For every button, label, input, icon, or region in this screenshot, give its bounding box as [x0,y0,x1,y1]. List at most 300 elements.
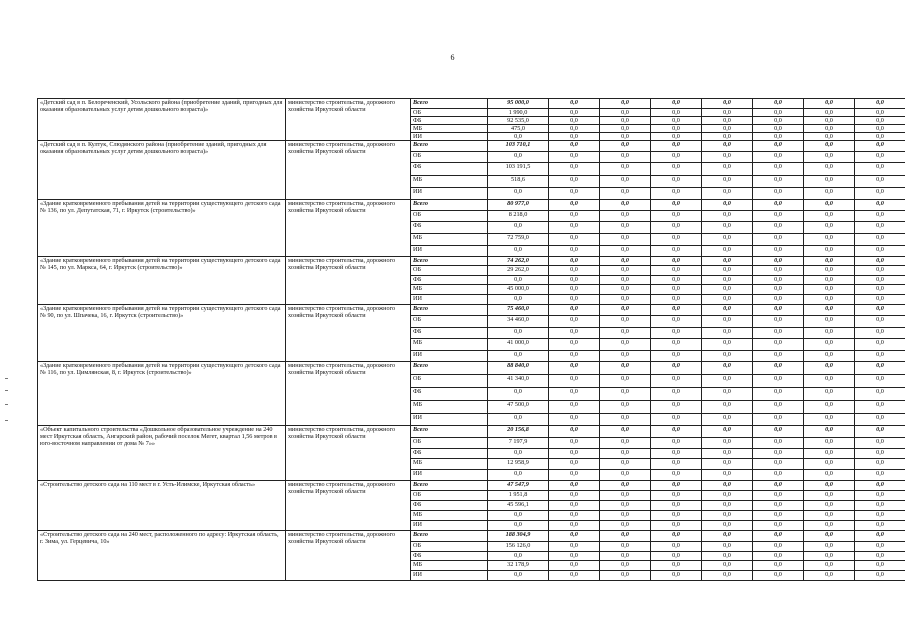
amount-year-4: 0,0 [702,401,753,414]
amount-year-5: 0,0 [753,362,804,375]
amount-year-6: 0,0 [804,316,855,328]
amount-year-6: 0,0 [804,141,855,152]
amount-year-1: 0,0 [549,117,600,125]
amount-year-4: 0,0 [702,200,753,211]
amount-year-5: 0,0 [753,141,804,152]
amount-year-1: 0,0 [549,152,600,163]
amount-year-3: 0,0 [651,316,702,328]
responsible-executor: министерство строительства, дорожного хозяйства Иркутской области [286,426,411,481]
amount-year-4: 0,0 [702,339,753,351]
project-name: «Строительство детского сада на 110 мест в г. Усть-Илимске, Иркутская область» [38,481,286,531]
amount-year-3: 0,0 [651,351,702,362]
amount-year-4: 0,0 [702,426,753,438]
amount-year-4: 0,0 [702,531,753,542]
amount-year-5: 0,0 [753,295,804,305]
funding-source: ИИ [411,188,488,200]
amount-year-7: 0,0 [855,117,905,125]
amount-year-3: 0,0 [651,285,702,295]
amount-year-5: 0,0 [753,285,804,295]
amount-year-6: 0,0 [804,459,855,470]
amount-total: 103 710,1 [488,141,549,152]
amount-year-3: 0,0 [651,571,702,581]
amount-year-4: 0,0 [702,561,753,571]
amount-year-4: 0,0 [702,459,753,470]
amount-year-4: 0,0 [702,521,753,531]
amount-year-3: 0,0 [651,211,702,222]
amount-year-4: 0,0 [702,481,753,491]
amount-total: 0,0 [488,246,549,257]
amount-year-2: 0,0 [600,351,651,362]
amount-year-6: 0,0 [804,276,855,285]
amount-year-3: 0,0 [651,531,702,542]
funding-source: Всего [411,305,488,316]
amount-year-1: 0,0 [549,561,600,571]
amount-year-3: 0,0 [651,388,702,401]
amount-year-7: 0,0 [855,481,905,491]
amount-year-2: 0,0 [600,470,651,481]
amount-year-1: 0,0 [549,234,600,246]
funding-source: ОБ [411,152,488,163]
amount-total: 188 304,9 [488,531,549,542]
amount-year-7: 0,0 [855,531,905,542]
amount-year-2: 0,0 [600,561,651,571]
funding-source: ОБ [411,211,488,222]
amount-year-3: 0,0 [651,438,702,449]
amount-year-4: 0,0 [702,362,753,375]
amount-total: 45 000,0 [488,285,549,295]
table-row [38,99,905,109]
margin-mark [5,404,8,405]
amount-total: 0,0 [488,414,549,426]
amount-year-5: 0,0 [753,552,804,561]
amount-year-2: 0,0 [600,388,651,401]
amount-year-6: 0,0 [804,414,855,426]
amount-year-7: 0,0 [855,426,905,438]
amount-year-5: 0,0 [753,117,804,125]
amount-year-1: 0,0 [549,438,600,449]
amount-year-1: 0,0 [549,125,600,133]
amount-year-5: 0,0 [753,200,804,211]
amount-year-4: 0,0 [702,438,753,449]
amount-year-3: 0,0 [651,511,702,521]
amount-year-2: 0,0 [600,414,651,426]
amount-year-2: 0,0 [600,295,651,305]
table-row [38,141,905,152]
amount-year-4: 0,0 [702,125,753,133]
amount-year-4: 0,0 [702,141,753,152]
amount-year-1: 0,0 [549,133,600,141]
amount-year-1: 0,0 [549,141,600,152]
amount-year-7: 0,0 [855,163,905,176]
funding-source: ОБ [411,316,488,328]
amount-year-2: 0,0 [600,163,651,176]
amount-year-2: 0,0 [600,188,651,200]
amount-year-4: 0,0 [702,414,753,426]
amount-year-1: 0,0 [549,176,600,188]
amount-year-2: 0,0 [600,285,651,295]
amount-year-7: 0,0 [855,438,905,449]
amount-year-7: 0,0 [855,491,905,501]
amount-total: 0,0 [488,133,549,141]
amount-year-2: 0,0 [600,176,651,188]
amount-year-6: 0,0 [804,449,855,459]
amount-year-3: 0,0 [651,176,702,188]
amount-year-1: 0,0 [549,246,600,257]
amount-total: 0,0 [488,449,549,459]
amount-year-4: 0,0 [702,375,753,388]
margin-mark [5,420,8,421]
amount-year-4: 0,0 [702,188,753,200]
amount-year-5: 0,0 [753,401,804,414]
amount-year-2: 0,0 [600,211,651,222]
amount-year-7: 0,0 [855,571,905,581]
amount-year-6: 0,0 [804,561,855,571]
amount-year-1: 0,0 [549,362,600,375]
amount-year-7: 0,0 [855,305,905,316]
amount-year-2: 0,0 [600,133,651,141]
amount-year-4: 0,0 [702,571,753,581]
amount-year-5: 0,0 [753,438,804,449]
amount-year-2: 0,0 [600,401,651,414]
funding-source: МБ [411,511,488,521]
amount-year-6: 0,0 [804,99,855,109]
amount-year-1: 0,0 [549,222,600,234]
amount-year-6: 0,0 [804,234,855,246]
amount-year-1: 0,0 [549,375,600,388]
amount-year-5: 0,0 [753,328,804,339]
amount-year-2: 0,0 [600,571,651,581]
amount-year-4: 0,0 [702,109,753,117]
amount-year-6: 0,0 [804,285,855,295]
amount-year-5: 0,0 [753,449,804,459]
amount-total: 0,0 [488,552,549,561]
amount-year-2: 0,0 [600,426,651,438]
amount-year-2: 0,0 [600,339,651,351]
amount-year-3: 0,0 [651,222,702,234]
amount-year-4: 0,0 [702,222,753,234]
amount-year-2: 0,0 [600,481,651,491]
amount-year-5: 0,0 [753,176,804,188]
amount-year-6: 0,0 [804,542,855,552]
amount-year-6: 0,0 [804,200,855,211]
amount-total: 518,6 [488,176,549,188]
amount-year-5: 0,0 [753,276,804,285]
funding-source: ФБ [411,328,488,339]
amount-year-4: 0,0 [702,511,753,521]
amount-year-6: 0,0 [804,211,855,222]
amount-year-4: 0,0 [702,163,753,176]
amount-total: 72 759,0 [488,234,549,246]
amount-year-2: 0,0 [600,117,651,125]
amount-year-1: 0,0 [549,521,600,531]
amount-year-7: 0,0 [855,339,905,351]
amount-year-4: 0,0 [702,328,753,339]
funding-source: ФБ [411,222,488,234]
project-name: «Здание кратковременного пребывания детей на территории существующего детского сада № 136, по ул. Депутатская, 71, г. Иркутск (строительство)» [38,200,286,257]
funding-source: ОБ [411,266,488,276]
amount-year-3: 0,0 [651,426,702,438]
funding-source: Всего [411,141,488,152]
table-row [38,362,905,375]
amount-year-3: 0,0 [651,501,702,511]
amount-year-3: 0,0 [651,401,702,414]
amount-year-6: 0,0 [804,438,855,449]
amount-year-2: 0,0 [600,222,651,234]
project-name: «Детский сад в п. Култук, Слюдянского района (приобретение зданий, пригодных для оказания образовательных услуг детям дошкольного возраста)» [38,141,286,200]
amount-year-6: 0,0 [804,188,855,200]
amount-total: 475,0 [488,125,549,133]
amount-total: 74 262,0 [488,257,549,266]
project-name: «Детский сад в п. Белореченский, Усольского района (приобретение зданий, пригодных для оказания образовательных услуг детям дошкольного возраста)» [38,99,286,141]
funding-source: ОБ [411,109,488,117]
amount-year-5: 0,0 [753,305,804,316]
amount-year-5: 0,0 [753,491,804,501]
amount-year-7: 0,0 [855,200,905,211]
project-name: «Здание кратковременного пребывания детей на территории существующего детского сада № 90, по ул. Шпачека, 16, г. Иркутск (строительство)» [38,305,286,362]
amount-year-2: 0,0 [600,449,651,459]
amount-year-7: 0,0 [855,388,905,401]
amount-year-1: 0,0 [549,163,600,176]
amount-year-3: 0,0 [651,339,702,351]
amount-year-6: 0,0 [804,552,855,561]
amount-year-1: 0,0 [549,257,600,266]
amount-year-1: 0,0 [549,481,600,491]
amount-year-3: 0,0 [651,200,702,211]
amount-year-2: 0,0 [600,362,651,375]
amount-total: 0,0 [488,521,549,531]
amount-year-7: 0,0 [855,211,905,222]
amount-year-1: 0,0 [549,511,600,521]
amount-year-3: 0,0 [651,125,702,133]
amount-year-7: 0,0 [855,276,905,285]
amount-year-4: 0,0 [702,276,753,285]
amount-year-4: 0,0 [702,316,753,328]
amount-year-3: 0,0 [651,188,702,200]
amount-year-5: 0,0 [753,542,804,552]
budget-table [37,98,905,581]
amount-year-3: 0,0 [651,542,702,552]
amount-year-2: 0,0 [600,152,651,163]
amount-year-2: 0,0 [600,328,651,339]
amount-year-1: 0,0 [549,305,600,316]
amount-year-7: 0,0 [855,141,905,152]
amount-total: 0,0 [488,388,549,401]
amount-year-1: 0,0 [549,571,600,581]
amount-year-3: 0,0 [651,459,702,470]
amount-year-6: 0,0 [804,491,855,501]
amount-total: 1 990,0 [488,109,549,117]
amount-total: 0,0 [488,511,549,521]
funding-source: Всего [411,257,488,266]
budget-table-body [38,99,905,581]
amount-year-7: 0,0 [855,188,905,200]
amount-year-6: 0,0 [804,501,855,511]
amount-year-6: 0,0 [804,481,855,491]
amount-year-2: 0,0 [600,125,651,133]
amount-year-5: 0,0 [753,109,804,117]
amount-year-1: 0,0 [549,211,600,222]
amount-year-6: 0,0 [804,133,855,141]
amount-year-7: 0,0 [855,328,905,339]
amount-year-5: 0,0 [753,246,804,257]
amount-year-7: 0,0 [855,125,905,133]
funding-source: Всего [411,200,488,211]
amount-year-5: 0,0 [753,234,804,246]
funding-source: МБ [411,401,488,414]
amount-total: 8 218,0 [488,211,549,222]
funding-source: МБ [411,285,488,295]
amount-year-5: 0,0 [753,571,804,581]
funding-source: ИИ [411,351,488,362]
amount-year-4: 0,0 [702,285,753,295]
funding-source: ОБ [411,375,488,388]
amount-year-1: 0,0 [549,328,600,339]
amount-year-6: 0,0 [804,531,855,542]
amount-year-1: 0,0 [549,285,600,295]
amount-year-3: 0,0 [651,246,702,257]
amount-year-3: 0,0 [651,152,702,163]
amount-year-5: 0,0 [753,133,804,141]
amount-year-3: 0,0 [651,109,702,117]
funding-source: ОБ [411,438,488,449]
amount-year-3: 0,0 [651,561,702,571]
amount-year-4: 0,0 [702,449,753,459]
amount-total: 47 547,9 [488,481,549,491]
funding-source: ИИ [411,470,488,481]
amount-year-6: 0,0 [804,266,855,276]
amount-year-7: 0,0 [855,414,905,426]
responsible-executor: министерство строительства, дорожного хозяйства Иркутской области [286,99,411,141]
amount-total: 0,0 [488,222,549,234]
amount-year-4: 0,0 [702,388,753,401]
amount-year-6: 0,0 [804,388,855,401]
amount-year-4: 0,0 [702,246,753,257]
amount-year-6: 0,0 [804,401,855,414]
amount-year-7: 0,0 [855,109,905,117]
amount-year-7: 0,0 [855,401,905,414]
funding-source: ИИ [411,414,488,426]
amount-year-2: 0,0 [600,257,651,266]
amount-year-6: 0,0 [804,351,855,362]
amount-year-6: 0,0 [804,163,855,176]
amount-year-2: 0,0 [600,305,651,316]
amount-year-5: 0,0 [753,125,804,133]
amount-year-1: 0,0 [549,552,600,561]
amount-year-5: 0,0 [753,414,804,426]
amount-year-6: 0,0 [804,339,855,351]
amount-year-3: 0,0 [651,305,702,316]
funding-source: ИИ [411,246,488,257]
margin-mark [5,378,8,379]
amount-year-2: 0,0 [600,491,651,501]
amount-year-2: 0,0 [600,99,651,109]
amount-year-1: 0,0 [549,470,600,481]
funding-source: Всего [411,99,488,109]
table-row [38,481,905,491]
project-name: «Строительство детского сада на 240 мест, расположенного по адресу: Иркутская область, г. Зима, ул. Герцевича, 10» [38,531,286,581]
amount-year-2: 0,0 [600,552,651,561]
amount-year-7: 0,0 [855,375,905,388]
amount-year-6: 0,0 [804,426,855,438]
amount-year-2: 0,0 [600,266,651,276]
amount-year-1: 0,0 [549,426,600,438]
amount-year-4: 0,0 [702,542,753,552]
amount-year-3: 0,0 [651,328,702,339]
amount-year-1: 0,0 [549,401,600,414]
funding-source: ФБ [411,117,488,125]
funding-source: МБ [411,125,488,133]
amount-total: 45 596,1 [488,501,549,511]
amount-year-5: 0,0 [753,152,804,163]
amount-year-5: 0,0 [753,222,804,234]
amount-year-3: 0,0 [651,133,702,141]
funding-source: ИИ [411,521,488,531]
amount-year-3: 0,0 [651,141,702,152]
responsible-executor: министерство строительства, дорожного хозяйства Иркутской области [286,200,411,257]
amount-year-2: 0,0 [600,276,651,285]
amount-year-1: 0,0 [549,266,600,276]
margin-mark [5,390,8,391]
amount-year-2: 0,0 [600,375,651,388]
amount-year-6: 0,0 [804,362,855,375]
amount-year-1: 0,0 [549,339,600,351]
amount-year-1: 0,0 [549,99,600,109]
amount-year-2: 0,0 [600,316,651,328]
amount-year-7: 0,0 [855,285,905,295]
amount-year-5: 0,0 [753,266,804,276]
amount-year-7: 0,0 [855,561,905,571]
amount-year-5: 0,0 [753,375,804,388]
responsible-executor: министерство строительства, дорожного хозяйства Иркутской области [286,531,411,581]
funding-source: МБ [411,339,488,351]
amount-year-6: 0,0 [804,295,855,305]
amount-year-1: 0,0 [549,276,600,285]
amount-year-2: 0,0 [600,141,651,152]
amount-year-4: 0,0 [702,133,753,141]
amount-year-2: 0,0 [600,109,651,117]
amount-total: 41 000,0 [488,339,549,351]
funding-source: ИИ [411,571,488,581]
funding-source: ИИ [411,133,488,141]
amount-year-3: 0,0 [651,521,702,531]
amount-year-2: 0,0 [600,246,651,257]
funding-source: МБ [411,176,488,188]
funding-source: Всего [411,362,488,375]
amount-year-1: 0,0 [549,491,600,501]
amount-total: 88 840,0 [488,362,549,375]
amount-year-6: 0,0 [804,521,855,531]
amount-year-7: 0,0 [855,316,905,328]
amount-year-7: 0,0 [855,542,905,552]
amount-total: 95 000,0 [488,99,549,109]
amount-total: 0,0 [488,152,549,163]
amount-year-4: 0,0 [702,501,753,511]
project-name: «Здание кратковременного пребывания детей на территории существующего детского сада № 145, по ул. Маркса, 64, г. Иркутск (строительство)» [38,257,286,305]
amount-year-4: 0,0 [702,117,753,125]
amount-total: 156 126,0 [488,542,549,552]
amount-year-6: 0,0 [804,511,855,521]
amount-year-2: 0,0 [600,234,651,246]
amount-year-2: 0,0 [600,438,651,449]
amount-year-5: 0,0 [753,459,804,470]
amount-year-3: 0,0 [651,257,702,266]
amount-year-5: 0,0 [753,257,804,266]
responsible-executor: министерство строительства, дорожного хозяйства Иркутской области [286,481,411,531]
amount-year-7: 0,0 [855,99,905,109]
amount-total: 0,0 [488,470,549,481]
amount-total: 34 460,0 [488,316,549,328]
amount-year-7: 0,0 [855,246,905,257]
